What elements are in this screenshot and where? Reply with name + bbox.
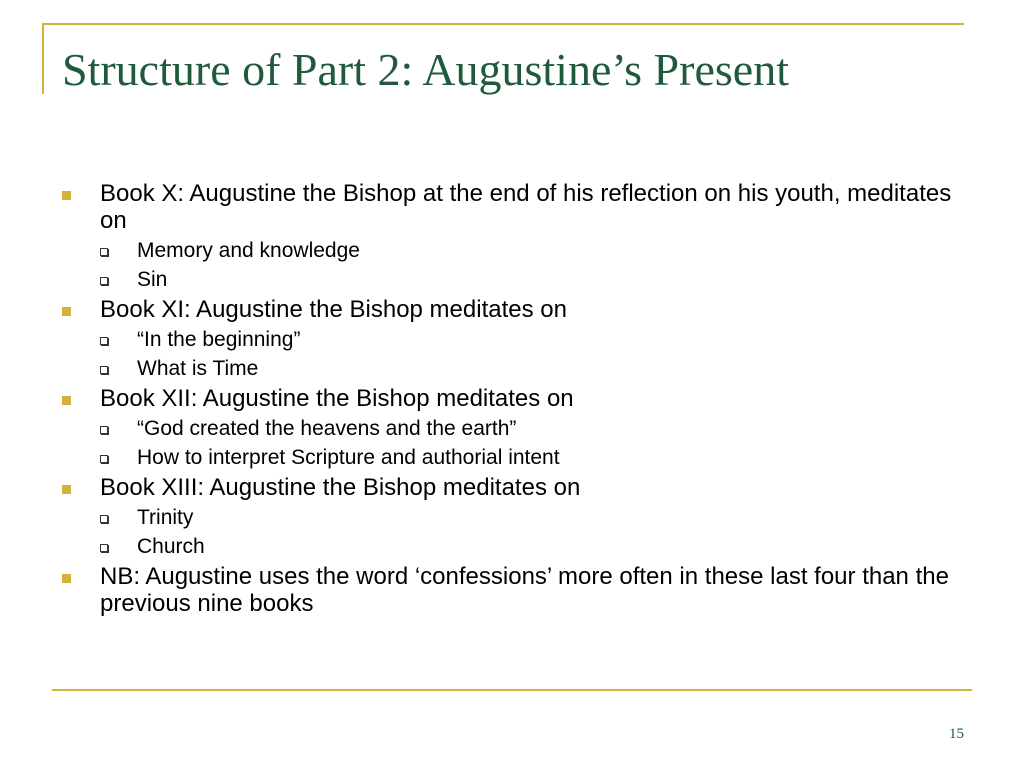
sub-item-scripture	[100, 443, 966, 472]
sub-item-text: Church	[137, 535, 205, 558]
bullet-item-book-xii	[56, 385, 966, 472]
sub-list	[100, 236, 966, 294]
sub-item-sin	[100, 265, 966, 294]
page-number: 15	[949, 726, 964, 742]
bullet-text: Book XIII: Augustine the Bishop meditates on	[100, 474, 581, 501]
hollow-square-bullet-icon	[100, 248, 108, 256]
square-bullet-icon	[62, 191, 71, 200]
bullet-item-nb	[56, 563, 966, 617]
sub-item-text: Memory and knowledge	[137, 239, 360, 262]
left-border-line	[42, 23, 44, 94]
hollow-square-bullet-icon	[100, 515, 108, 523]
bullet-text: Book XI: Augustine the Bishop meditates on	[100, 296, 567, 323]
sub-item-beginning	[100, 325, 966, 354]
bullet-text: NB: Augustine uses the word ‘confessions’ more often in these last four than the previous nine books	[100, 563, 949, 617]
sub-item-text: Trinity	[137, 506, 194, 529]
square-bullet-icon	[62, 485, 71, 494]
bullet-item-book-xi	[56, 296, 966, 383]
hollow-square-bullet-icon	[100, 455, 108, 463]
slide-title: Structure of Part 2: Augustine’s Present	[62, 44, 789, 95]
hollow-square-bullet-icon	[100, 426, 108, 434]
sub-list	[100, 503, 966, 561]
hollow-square-bullet-icon	[100, 277, 108, 285]
sub-item-church	[100, 532, 966, 561]
sub-list	[100, 414, 966, 472]
sub-item-text: Sin	[137, 268, 168, 291]
bullet-item-book-xiii	[56, 474, 966, 561]
hollow-square-bullet-icon	[100, 544, 108, 552]
slide-content	[56, 180, 966, 617]
sub-item-trinity	[100, 503, 966, 532]
sub-item-memory	[100, 236, 966, 265]
sub-item-text: “In the beginning”	[137, 328, 301, 351]
square-bullet-icon	[62, 396, 71, 405]
sub-item-text: How to interpret Scripture and authorial intent	[137, 446, 560, 469]
square-bullet-icon	[62, 574, 71, 583]
hollow-square-bullet-icon	[100, 366, 108, 374]
sub-list	[100, 325, 966, 383]
top-border-line	[42, 23, 964, 25]
bullet-text: Book XII: Augustine the Bishop meditates on	[100, 385, 574, 412]
bottom-border-line	[52, 689, 972, 691]
square-bullet-icon	[62, 307, 71, 316]
sub-item-text: What is Time	[137, 357, 259, 380]
sub-item-heavens	[100, 414, 966, 443]
hollow-square-bullet-icon	[100, 337, 108, 345]
bullet-item-book-x	[56, 180, 966, 294]
sub-item-text: “God created the heavens and the earth”	[137, 417, 517, 440]
bullet-text: Book X: Augustine the Bishop at the end of his reflection on his youth, meditates on	[100, 180, 952, 234]
sub-item-time	[100, 354, 966, 383]
